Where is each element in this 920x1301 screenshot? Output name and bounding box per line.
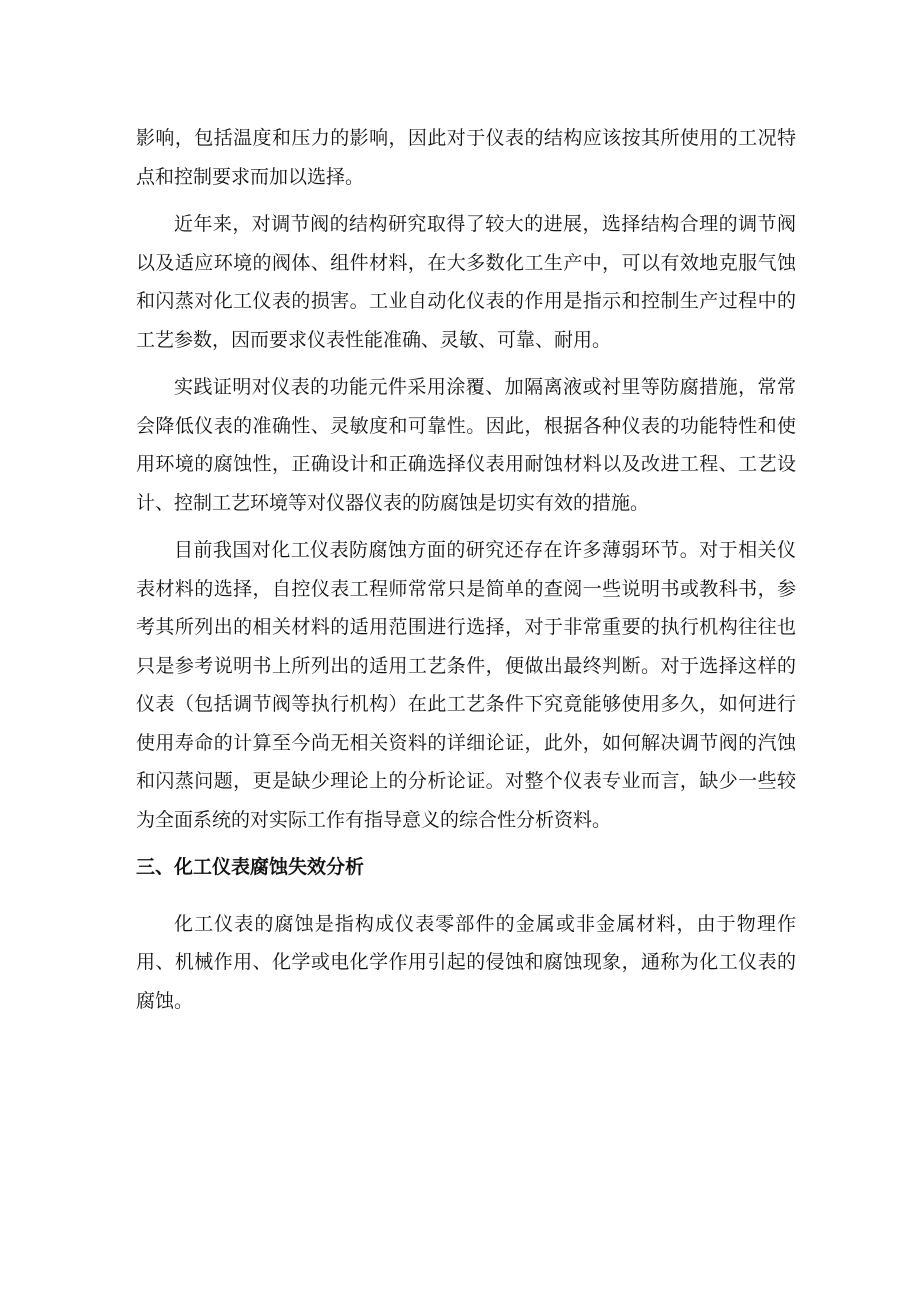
paragraph-4: 目前我国对化工仪表防腐蚀方面的研究还存在许多薄弱环节。对于相关仪表材料的选择，自控仪表工程师常常只是简单的查阅一些说明书或教科书，参考其所列出的相关材料的适用范围进行选择，对于非常重要的执行机构往往也只是参考说明书上所列出的适用工艺条件，便做出最终判断。对于选择这样的仪表（包括调节阀等执行机构）在此工艺条件下究竟能够使用多久，如何进行使用寿命的计算至今尚无相关资料的详细论证，此外，如何解决调节阀的汽蚀和闪蒸问题，更是缺少理论上的分析论证。对整个仪表专业而言，缺少一些较为全面系统的对实际工作有指导意义的综合性分析资料。 [136, 539, 796, 831]
document-body [136, 119, 796, 1029]
section-paragraph: 化工仪表的腐蚀是指构成仪表零部件的金属或非金属材料，由于物理作用、机械作用、化学或电化学作用引起的侵蚀和腐蚀现象，通称为化工仪表的腐蚀。 [136, 912, 796, 1012]
section-heading: 三、化工仪表腐蚀失效分析 [136, 856, 365, 878]
paragraph-3: 实践证明对仪表的功能元件采用涂覆、加隔离液或衬里等防腐措施，常常会降低仪表的准确性、灵敏度和可靠性。因此，根据各种仪表的功能特性和使用环境的腐蚀性，正确设计和正确选择仪表用耐蚀材料以及改进工程、工艺设计、控制工艺环境等对仪器仪表的防腐蚀是切实有效的措施。 [136, 376, 796, 514]
paragraph-2: 近年来，对调节阀的结构研究取得了较大的进展，选择结构合理的调节阀以及适应环境的阀体、组件材料，在大多数化工生产中，可以有效地克服气蚀和闪蒸对化工仪表的损害。工业自动化仪表的作用是指示和控制生产过程中的工艺参数，因而要求仪表性能准确、灵敏、可靠、耐用。 [136, 213, 796, 351]
paragraph-1: 影响，包括温度和压力的影响，因此对于仪表的结构应该按其所使用的工况特点和控制要求而加以选择。 [136, 127, 796, 188]
